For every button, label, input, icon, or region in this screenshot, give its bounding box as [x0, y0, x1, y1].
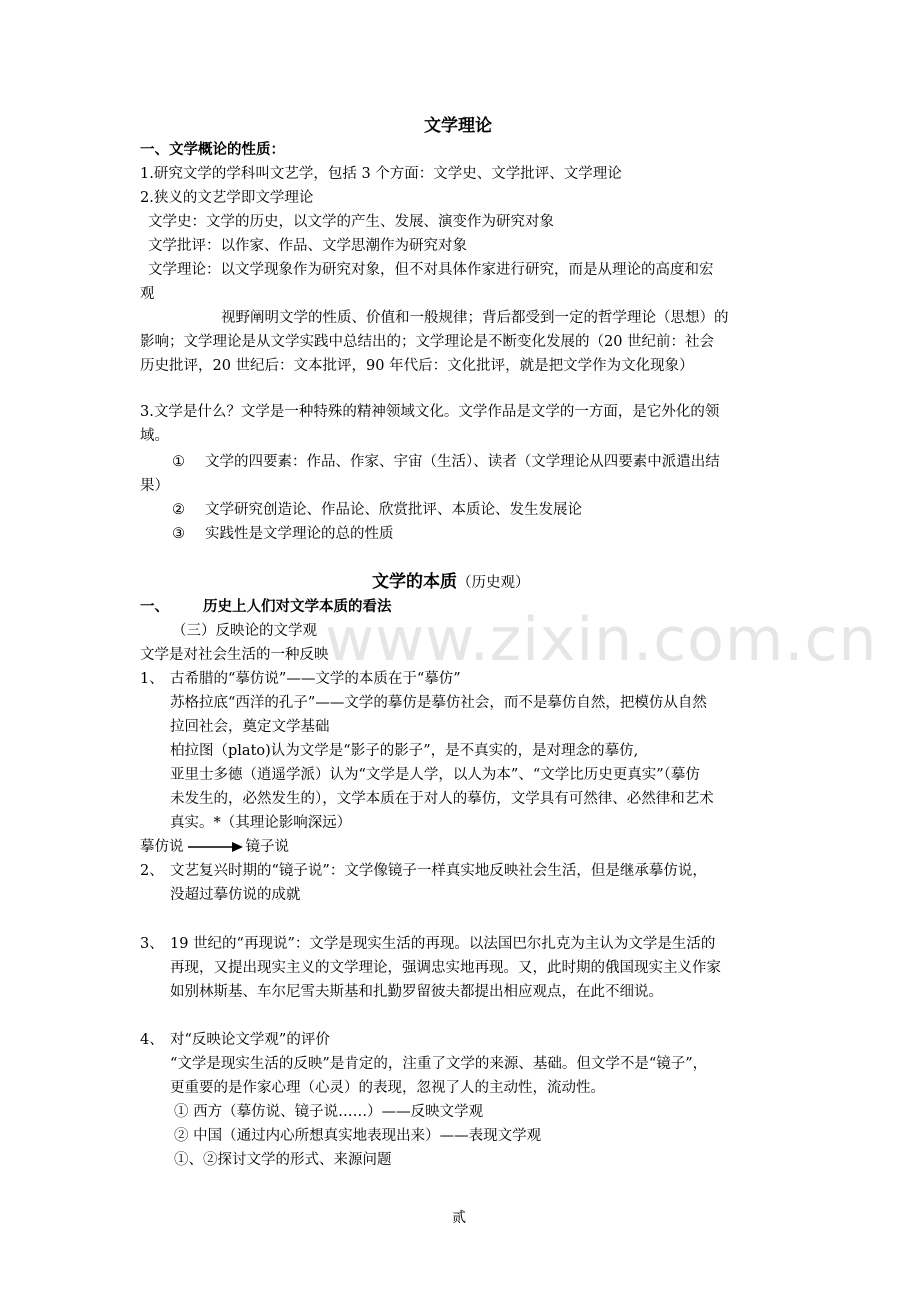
list-item: 实践性是文学理论的总的性质 [205, 526, 394, 542]
list-number: 2、 [140, 863, 164, 879]
heading-number: 一、 [140, 598, 169, 615]
paragraph-line: “文学是现实生活的反映”是肯定的，注重了文学的来源、基础。但文学不是“镜子”， [170, 1056, 708, 1072]
list-item: 文学的四要素：作品、作家、宇宙（生活）、读者（文学理论从四要素中派遣出结 [205, 454, 720, 470]
paragraph-line: 拉回社会，奠定文学基础 [170, 719, 330, 735]
section2-title-note: （历史观） [457, 575, 530, 591]
document-title: 文学理论 [424, 116, 492, 136]
paragraph-line: 影响；文学理论是从文学实践中总结出的；文学理论是不断变化发展的（20 世纪前：社会 [140, 334, 715, 350]
arrow-relation [140, 837, 289, 857]
list-item: ② 中国（通过内心所想真实地表现出来）——表现文学观 [174, 1128, 542, 1144]
page-number: 贰 [452, 1210, 466, 1226]
list-item: ①、②探讨文学的形式、来源问题 [174, 1152, 392, 1168]
paragraph-line: 观 [140, 286, 155, 302]
arrow-from-label: 摹仿说 [140, 839, 184, 855]
paragraph-line: 2.狭义的文艺学即文学理论 [140, 190, 314, 206]
right-arrow-icon [186, 841, 244, 853]
paragraph-line: 历史批评，20 世纪后：文本批评，90 年代后：文化批评，就是把文学作为文化现象） [140, 358, 694, 374]
list-number: 4、 [140, 1032, 164, 1048]
paragraph-line: 没超过摹仿说的成就 [170, 887, 301, 903]
paragraph-line: 文学史：文学的历史，以文学的产生、发展、演变作为研究对象 [148, 214, 554, 230]
paragraph-line: 文学理论：以文学现象作为研究对象，但不对具体作家进行研究，而是从理论的高度和宏 [148, 262, 714, 278]
list-item: 古希腊的“摹仿说”——文学的本质在于“摹仿” [170, 671, 461, 687]
paragraph-line: 真实。*（其理论影响深远） [170, 815, 352, 831]
section2-title-text: 文学的本质 [372, 572, 457, 592]
list-item: 文艺复兴时期的“镜子说”：文学像镜子一样真实地反映社会生活，但是继承摹仿说， [170, 863, 707, 879]
arrow-to-label: 镜子说 [245, 839, 289, 855]
paragraph-line: 1.研究文学的学科叫文艺学，包括 3 个方面：文学史、文学批评、文学理论 [140, 166, 622, 182]
paragraph-line: 域。 [140, 428, 169, 444]
list-marker: ③ [172, 526, 185, 542]
paragraph-line: 文学批评：以作家、作品、文学思潮作为研究对象 [148, 238, 467, 254]
paragraph-line: 3.文学是什么？文学是一种特殊的精神领域文化。文学作品是文学的一方面，是它外化的领 [140, 404, 720, 420]
list-item: ① 西方（摹仿说、镜子说……）——反映文学观 [174, 1104, 484, 1120]
section1-heading: 一、文学概论的性质： [140, 141, 285, 158]
paragraph-line: 更重要的是作家心理（心灵）的表现，忽视了人的主动性，流动性。 [170, 1080, 605, 1096]
paragraph-line: 亚里士多德（逍遥学派）认为“文学是人学，以人为本”、“文学比历史更真实”（摹仿 [170, 767, 700, 783]
section2-title [372, 572, 530, 593]
paragraph-line: 未发生的，必然发生的），文学本质在于对人的摹仿，文学具有可然律、必然律和艺术 [170, 791, 714, 807]
paragraph-line: 再现，又提出现实主义的文学理论，强调忠实地再现。又，此时期的俄国现实主义作家 [170, 960, 721, 976]
list-item: 果） [140, 478, 169, 494]
list-number: 1、 [140, 671, 164, 687]
section2-heading: 历史上人们对文学本质的看法 [203, 598, 392, 615]
paragraph-line: 柏拉图（plato)认为文学是“影子的影子”，是不真实的，是对理念的摹仿, [170, 743, 639, 759]
list-number: 3、 [140, 936, 164, 952]
paragraph-line: 视野阐明文学的性质、价值和一般规律；背后都受到一定的哲学理论（思想）的 [221, 310, 729, 326]
list-item: 19 世纪的“再现说”：文学是现实生活的再现。以法国巴尔扎克为主认为文学是生活的 [170, 936, 716, 952]
list-marker: ① [172, 454, 185, 470]
paragraph-line: 苏格拉底“西洋的孔子”——文学的摹仿是摹仿社会，而不是摹仿自然，把模仿从自然 [170, 695, 707, 711]
paragraph-line: 如别林斯基、车尔尼雪夫斯基和扎勤罗留彼夫都提出相应观点，在此不细说。 [170, 984, 663, 1000]
list-item: 对“反映论文学观”的评价 [170, 1032, 330, 1048]
paragraph-line: 文学是对社会生活的一种反映 [140, 647, 329, 663]
subheading: （三）反映论的文学观 [172, 623, 317, 639]
list-item: 文学研究创造论、作品论、欣赏批评、本质论、发生发展论 [205, 502, 582, 518]
list-marker: ② [172, 502, 185, 518]
watermark: www.zixin.com.cn [325, 605, 878, 675]
